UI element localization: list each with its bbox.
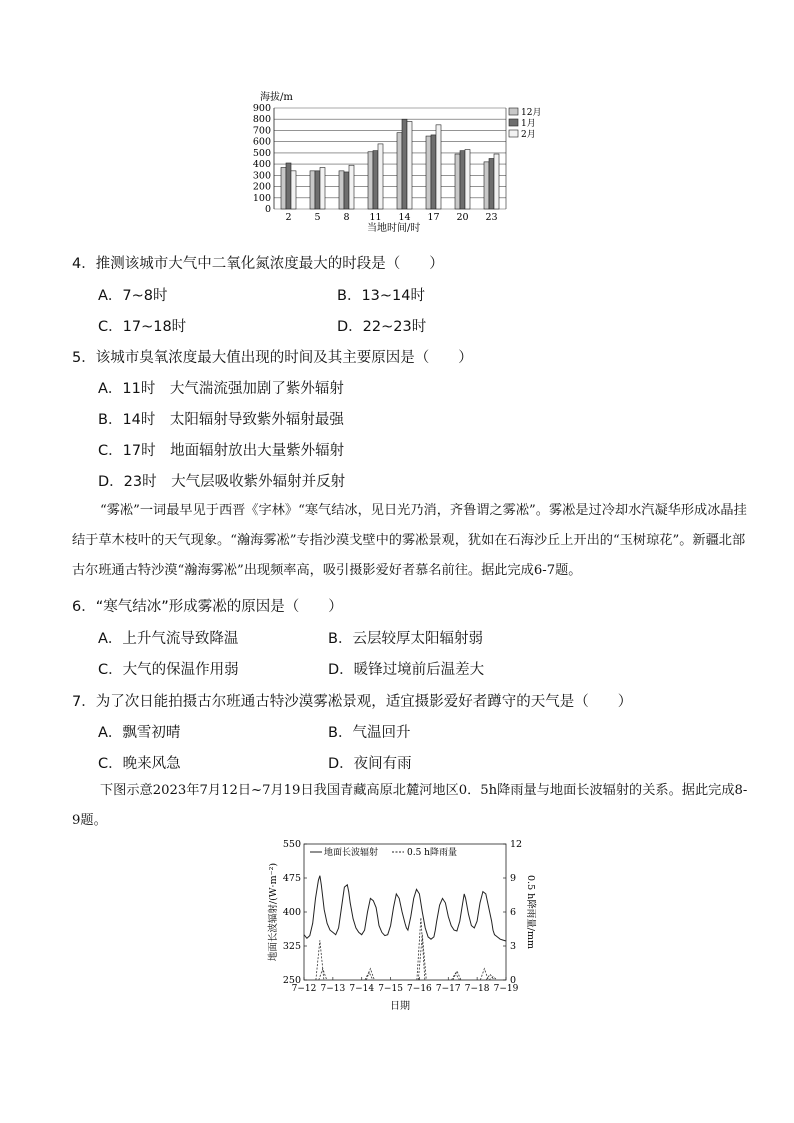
chart2-xtick: 7−17 — [435, 984, 461, 994]
chart1-legend-label: 12月 — [521, 108, 542, 118]
chart1-xtick: 17 — [427, 212, 440, 223]
chart1-ytick: 600 — [252, 136, 271, 148]
chart2-legend-line-label: 地面长波辐射 — [324, 848, 379, 858]
chart1-xtick: 14 — [398, 212, 411, 223]
question-6-stem: 6．“寒气结冰”形成雾凇的原因是（ ） — [72, 599, 343, 615]
chart1-legend-label: 1月 — [521, 119, 536, 129]
chart1-legend — [509, 107, 541, 140]
altitude-bar-chart — [250, 88, 560, 236]
chart1-bar — [310, 171, 315, 209]
q7-option-a[interactable]: A．飘雪初晴 — [98, 725, 181, 741]
chart1-ytick: 500 — [252, 147, 271, 159]
chart1-bar — [315, 171, 320, 209]
chart1-bar — [378, 144, 383, 209]
chart1-legend-swatch — [509, 108, 518, 115]
chart2-frame — [304, 844, 506, 980]
chart2-ytick-right: 3 — [510, 941, 517, 952]
chart1-bar — [431, 135, 436, 209]
chart2-ylabel-right: 0.5 h降雨量/mm — [525, 875, 536, 949]
chart1-bar — [402, 119, 407, 209]
chart2-radiation-line — [304, 876, 506, 941]
chart2-ytick-left: 400 — [282, 907, 301, 918]
chart2-ytick-right: 0 — [510, 975, 517, 986]
chart1-bar — [373, 151, 378, 209]
q4-option-c[interactable]: C．17~18时 — [98, 319, 187, 335]
chart1-bar — [344, 172, 349, 209]
chart1-xtick: 20 — [456, 212, 469, 223]
chart1-bar — [489, 159, 494, 210]
chart1-ylabel: 海拔/m — [260, 92, 293, 103]
chart1-bar — [455, 154, 460, 209]
chart1-bar — [281, 167, 286, 209]
chart2-ytick-right: 6 — [510, 907, 517, 918]
chart1-bar — [426, 136, 431, 209]
chart1-xtick: 8 — [343, 212, 350, 223]
chart1-legend-swatch — [509, 119, 518, 126]
chart1-ytick: 900 — [252, 103, 271, 114]
chart1-bar — [397, 133, 402, 209]
q7-option-d[interactable]: D．夜间有雨 — [328, 756, 412, 772]
chart2-rain-spike — [452, 973, 460, 980]
chart2-ytick-right: 9 — [510, 873, 517, 884]
chart1-ytick: 300 — [252, 170, 271, 182]
chart1-bar — [291, 171, 296, 209]
chart1-bar — [407, 121, 412, 209]
question-7-stem: 7．为了次日能拍摄古尔班通古特沙漠雾凇景观，适宜摄影爱好者蹲守的天气是（ ） — [72, 694, 633, 710]
chart2-xtick: 7−19 — [493, 984, 519, 994]
q4-option-a[interactable]: A．7~8时 — [98, 288, 168, 304]
chart2-ytick-left: 475 — [282, 873, 301, 884]
q4-option-d[interactable]: D．22~23时 — [337, 319, 427, 335]
chart1-xtick: 11 — [369, 212, 382, 223]
chart1-xlabel: 当地时间/时 — [367, 223, 421, 234]
chart1-bar — [339, 171, 344, 209]
q5-option-d[interactable]: D．23时 大气层吸收紫外辐射并反射 — [98, 474, 346, 490]
chart2-ytick-left: 325 — [282, 941, 301, 952]
chart1-ytick: 0 — [264, 204, 271, 215]
q6-option-d[interactable]: D．暖锋过境前后温差大 — [328, 662, 485, 678]
chart1-xtick: 2 — [285, 212, 292, 223]
chart2-xtick: 7−18 — [464, 984, 490, 994]
chart2-ylabel-left: 地面长波辐射/(W·m⁻²) — [268, 862, 279, 962]
q5-option-a[interactable]: A．11时 大气湍流强加剧了紫外辐射 — [98, 381, 344, 397]
question-4-stem: 4．推测该城市大气中二氧化氮浓度最大的时段是（ ） — [72, 256, 444, 272]
chart1-xtick: 23 — [485, 212, 498, 223]
chart2-xlabel: 日期 — [390, 1001, 410, 1012]
chart2-legend-dash-label: 0.5 h降雨量 — [407, 848, 457, 858]
q6-option-c[interactable]: C．大气的保温作用弱 — [98, 662, 239, 678]
chart2-legend — [310, 846, 457, 858]
q4-option-b[interactable]: B．13~14时 — [337, 288, 425, 304]
passage-radiation: 下图示意2023年7月12日~7月19日我国青藏高原北麓河地区0．5h降雨量与地面长波辐射的关系。据此完成8-9题。 — [72, 783, 748, 828]
chart2-xtick: 7−15 — [378, 984, 403, 994]
chart1-bar — [349, 165, 354, 209]
chart1-ytick: 700 — [252, 125, 271, 137]
chart1-legend-label: 2月 — [521, 130, 536, 140]
chart2-ytick-left: 250 — [282, 975, 301, 986]
chart1-xtick: 5 — [314, 212, 321, 223]
chart1-bar — [484, 162, 489, 209]
chart2-rain-spike — [316, 940, 324, 980]
chart1-ytick: 800 — [252, 114, 271, 126]
question-5-stem: 5．该城市臭氧浓度最大值出现的时间及其主要原因是（ ） — [72, 350, 473, 366]
chart2-xtick: 7−14 — [349, 984, 375, 994]
chart1-bar — [465, 150, 470, 209]
chart1-bar — [494, 154, 499, 209]
chart2-ytick-left: 550 — [282, 839, 301, 850]
chart1-bar — [286, 163, 291, 209]
q7-option-b[interactable]: B．气温回升 — [328, 725, 411, 741]
chart1-bar — [460, 151, 465, 209]
chart1-ytick: 400 — [252, 159, 271, 171]
q5-option-c[interactable]: C．17时 地面辐射放出大量紫外辐射 — [98, 443, 345, 459]
passage-rime: “雾凇”一词最早见于西晋《字林》“寒气结冰，见日光乃消，齐鲁谓之雾凇”。雾凇是过冷却水汽凝华形成冰晶挂结于草木枝叶的天气现象。“瀚海雾凇”专指沙漠戈壁中的雾凇景观，犹如在石海沙丘上开出的“玉树琼花”。新疆北部古尔班通古特沙漠“瀚海雾凇”出现频率高，吸引摄影爱好者慕名前往。据此完成6-7题。 — [72, 503, 747, 578]
q7-option-c[interactable]: C．晚来风急 — [98, 756, 181, 772]
chart1-bar — [436, 125, 441, 209]
chart2-xtick: 7−16 — [407, 984, 432, 994]
chart1-legend-swatch — [509, 130, 518, 137]
chart2-ytick-right: 12 — [510, 839, 523, 850]
q5-option-b[interactable]: B．14时 太阳辐射导致紫外辐射最强 — [98, 412, 344, 428]
chart2-xtick: 7−13 — [320, 984, 346, 994]
chart2-xtick: 7−12 — [291, 984, 317, 994]
chart1-bar — [320, 167, 325, 209]
q6-option-a[interactable]: A．上升气流导致降温 — [98, 631, 239, 647]
chart1-bar — [368, 152, 373, 209]
radiation-rain-chart — [262, 836, 536, 1016]
q6-option-b[interactable]: B．云层较厚太阳辐射弱 — [328, 631, 483, 647]
chart1-ytick: 100 — [252, 192, 271, 204]
chart1-ytick: 200 — [252, 181, 271, 193]
